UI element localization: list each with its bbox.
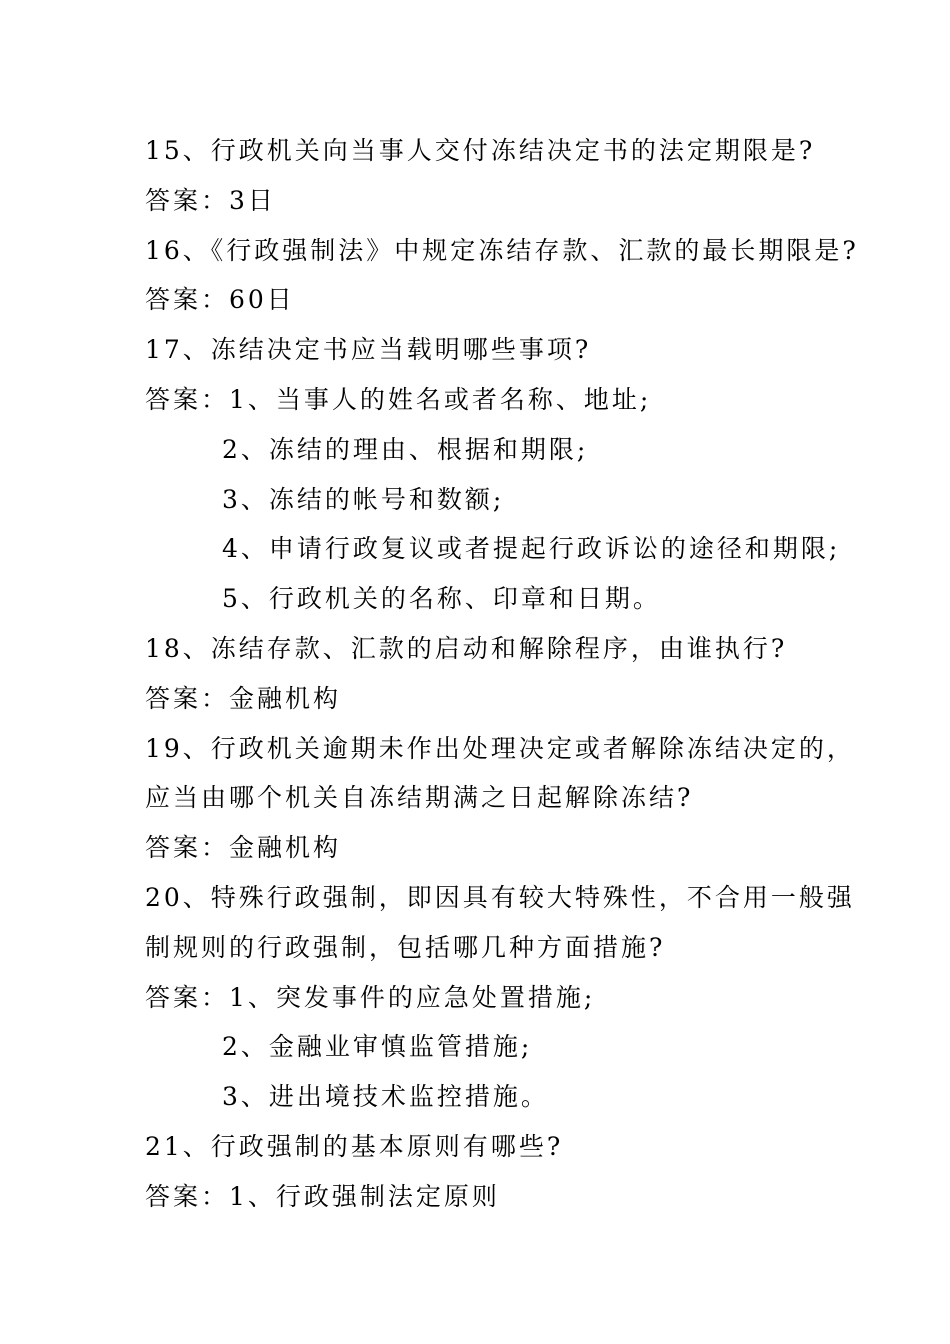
document-text-line: 18、冻结存款、汇款的启动和解除程序，由谁执行? (145, 634, 788, 663)
document-text-line: 20、特殊行政强制，即因具有较大特殊性，不合用一般强 (145, 883, 855, 912)
answer-item-line: 2、金融业审慎监管措施; (222, 1032, 533, 1061)
document-text-line: 答案：60日 (145, 285, 295, 314)
document-text-line: 答案：1、当事人的姓名或者名称、地址; (145, 385, 652, 414)
document-text-line: 答案：1、行政强制法定原则 (145, 1182, 500, 1211)
document-text-line: 17、冻结决定书应当载明哪些事项? (145, 335, 592, 364)
document-text-line: 15、行政机关向当事人交付冻结决定书的法定期限是? (145, 136, 816, 165)
answer-item-line: 2、冻结的理由、根据和期限; (222, 435, 589, 464)
document-text-line: 制规则的行政强制，包括哪几种方面措施? (145, 933, 666, 962)
document-text-line: 19、行政机关逾期未作出处理决定或者解除冻结决定的， (145, 734, 855, 763)
document-text-line: 答案：3日 (145, 186, 276, 215)
document-text-line: 应当由哪个机关自冻结期满之日起解除冻结? (145, 783, 694, 812)
document-text-line: 答案：金融机构 (145, 833, 342, 862)
document-text-line: 16、《行政强制法》中规定冻结存款、汇款的最长期限是? (145, 236, 859, 265)
answer-item-line: 4、申请行政复议或者提起行政诉讼的途径和期限; (222, 534, 841, 563)
answer-item-line: 3、冻结的帐号和数额; (222, 485, 505, 514)
document-text-line: 21、行政强制的基本原则有哪些? (145, 1132, 564, 1161)
answer-item-line: 3、进出境技术监控措施。 (222, 1082, 549, 1111)
answer-item-line: 5、行政机关的名称、印章和日期。 (222, 584, 661, 613)
document-text-line: 答案：1、突发事件的应急处置措施; (145, 983, 596, 1012)
document-text-line: 答案：金融机构 (145, 684, 342, 713)
